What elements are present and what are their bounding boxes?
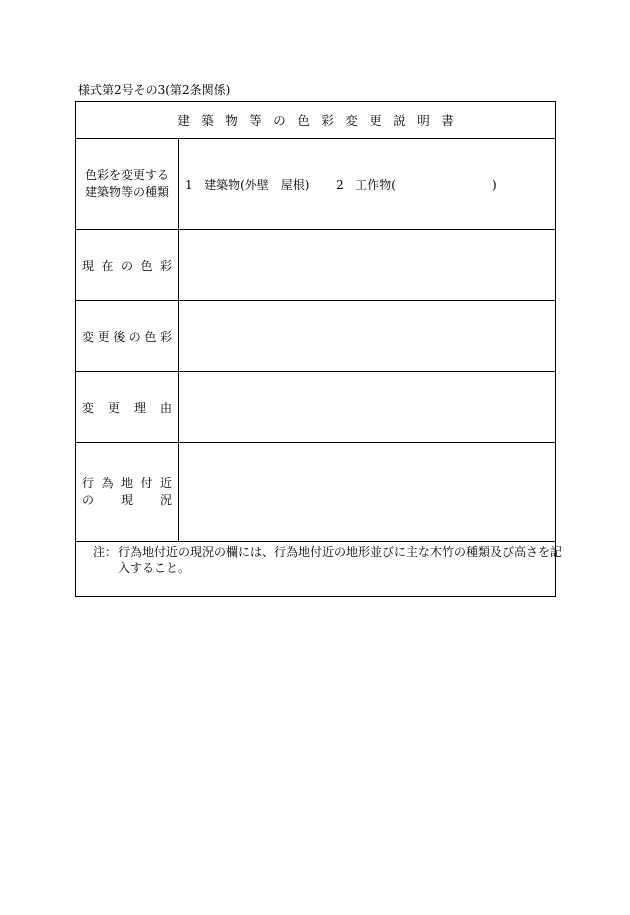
note-line-2: 入すること。 xyxy=(118,561,191,575)
value-new-color[interactable] xyxy=(179,301,555,371)
label-char: 変 xyxy=(82,400,95,415)
value-current-color[interactable] xyxy=(179,230,555,300)
color-change-statement-table xyxy=(75,101,563,597)
label-char: 付 xyxy=(140,476,153,490)
value-reason[interactable] xyxy=(179,372,555,442)
label-building-type xyxy=(76,139,179,229)
label-building-type-line1: 色彩を変更する xyxy=(84,168,169,182)
label-char: 現 xyxy=(82,258,95,273)
option-2-structure[interactable]: 工作物( ) xyxy=(355,178,497,192)
building-type-options xyxy=(185,176,497,193)
label-site-condition xyxy=(76,443,179,541)
label-new-color xyxy=(76,301,179,371)
label-char: 為 xyxy=(101,476,114,490)
label-char: 更 xyxy=(97,329,110,344)
label-new-color-text xyxy=(82,328,172,345)
label-site-condition-line2 xyxy=(82,492,172,509)
label-char: 更 xyxy=(107,400,120,415)
label-char: 後 xyxy=(113,329,126,344)
label-building-type-line2: 建築物等の種類 xyxy=(84,185,169,199)
note-row xyxy=(76,542,563,596)
option-2-number: 2 xyxy=(336,178,344,192)
label-char: 況 xyxy=(159,493,172,507)
label-current-color-text xyxy=(82,257,172,274)
label-char: 地 xyxy=(120,476,133,490)
value-building-type[interactable] xyxy=(179,139,555,229)
label-char: 現 xyxy=(120,493,133,507)
row-new-color xyxy=(76,301,555,372)
label-char: の xyxy=(128,329,141,344)
label-char: 色 xyxy=(140,258,153,273)
value-site-condition[interactable] xyxy=(179,443,555,541)
label-char: 彩 xyxy=(159,329,172,344)
option-1-building[interactable]: 建築物(外壁 屋根) xyxy=(204,178,310,192)
label-char: 彩 xyxy=(159,258,172,273)
note-line-1: 行為地付近の現況の欄には、行為地付近の地形並びに主な木竹の種類及び高さを記 xyxy=(118,545,563,559)
label-current-color xyxy=(76,230,179,300)
label-char: 変 xyxy=(82,329,95,344)
note-prefix: 注： xyxy=(93,545,118,559)
label-site-condition-line1 xyxy=(82,475,172,492)
document-title: 建築物等の色彩変更説明書 xyxy=(177,113,466,128)
form-number: 様式第2号その3(第2条関係) xyxy=(78,83,231,97)
title-row xyxy=(76,102,555,139)
label-char: 在 xyxy=(101,258,114,273)
label-reason-text xyxy=(82,399,172,416)
label-char: の xyxy=(82,493,95,507)
label-char: 色 xyxy=(144,329,157,344)
option-1-number: 1 xyxy=(185,178,193,192)
row-building-type xyxy=(76,139,555,230)
label-char: の xyxy=(120,258,133,273)
row-site-condition xyxy=(76,443,555,542)
row-current-color xyxy=(76,230,555,301)
label-char: 近 xyxy=(159,476,172,490)
row-reason xyxy=(76,372,555,443)
label-reason xyxy=(76,372,179,442)
label-char: 由 xyxy=(159,400,172,415)
label-char: 行 xyxy=(82,476,95,490)
label-char: 理 xyxy=(133,400,146,415)
